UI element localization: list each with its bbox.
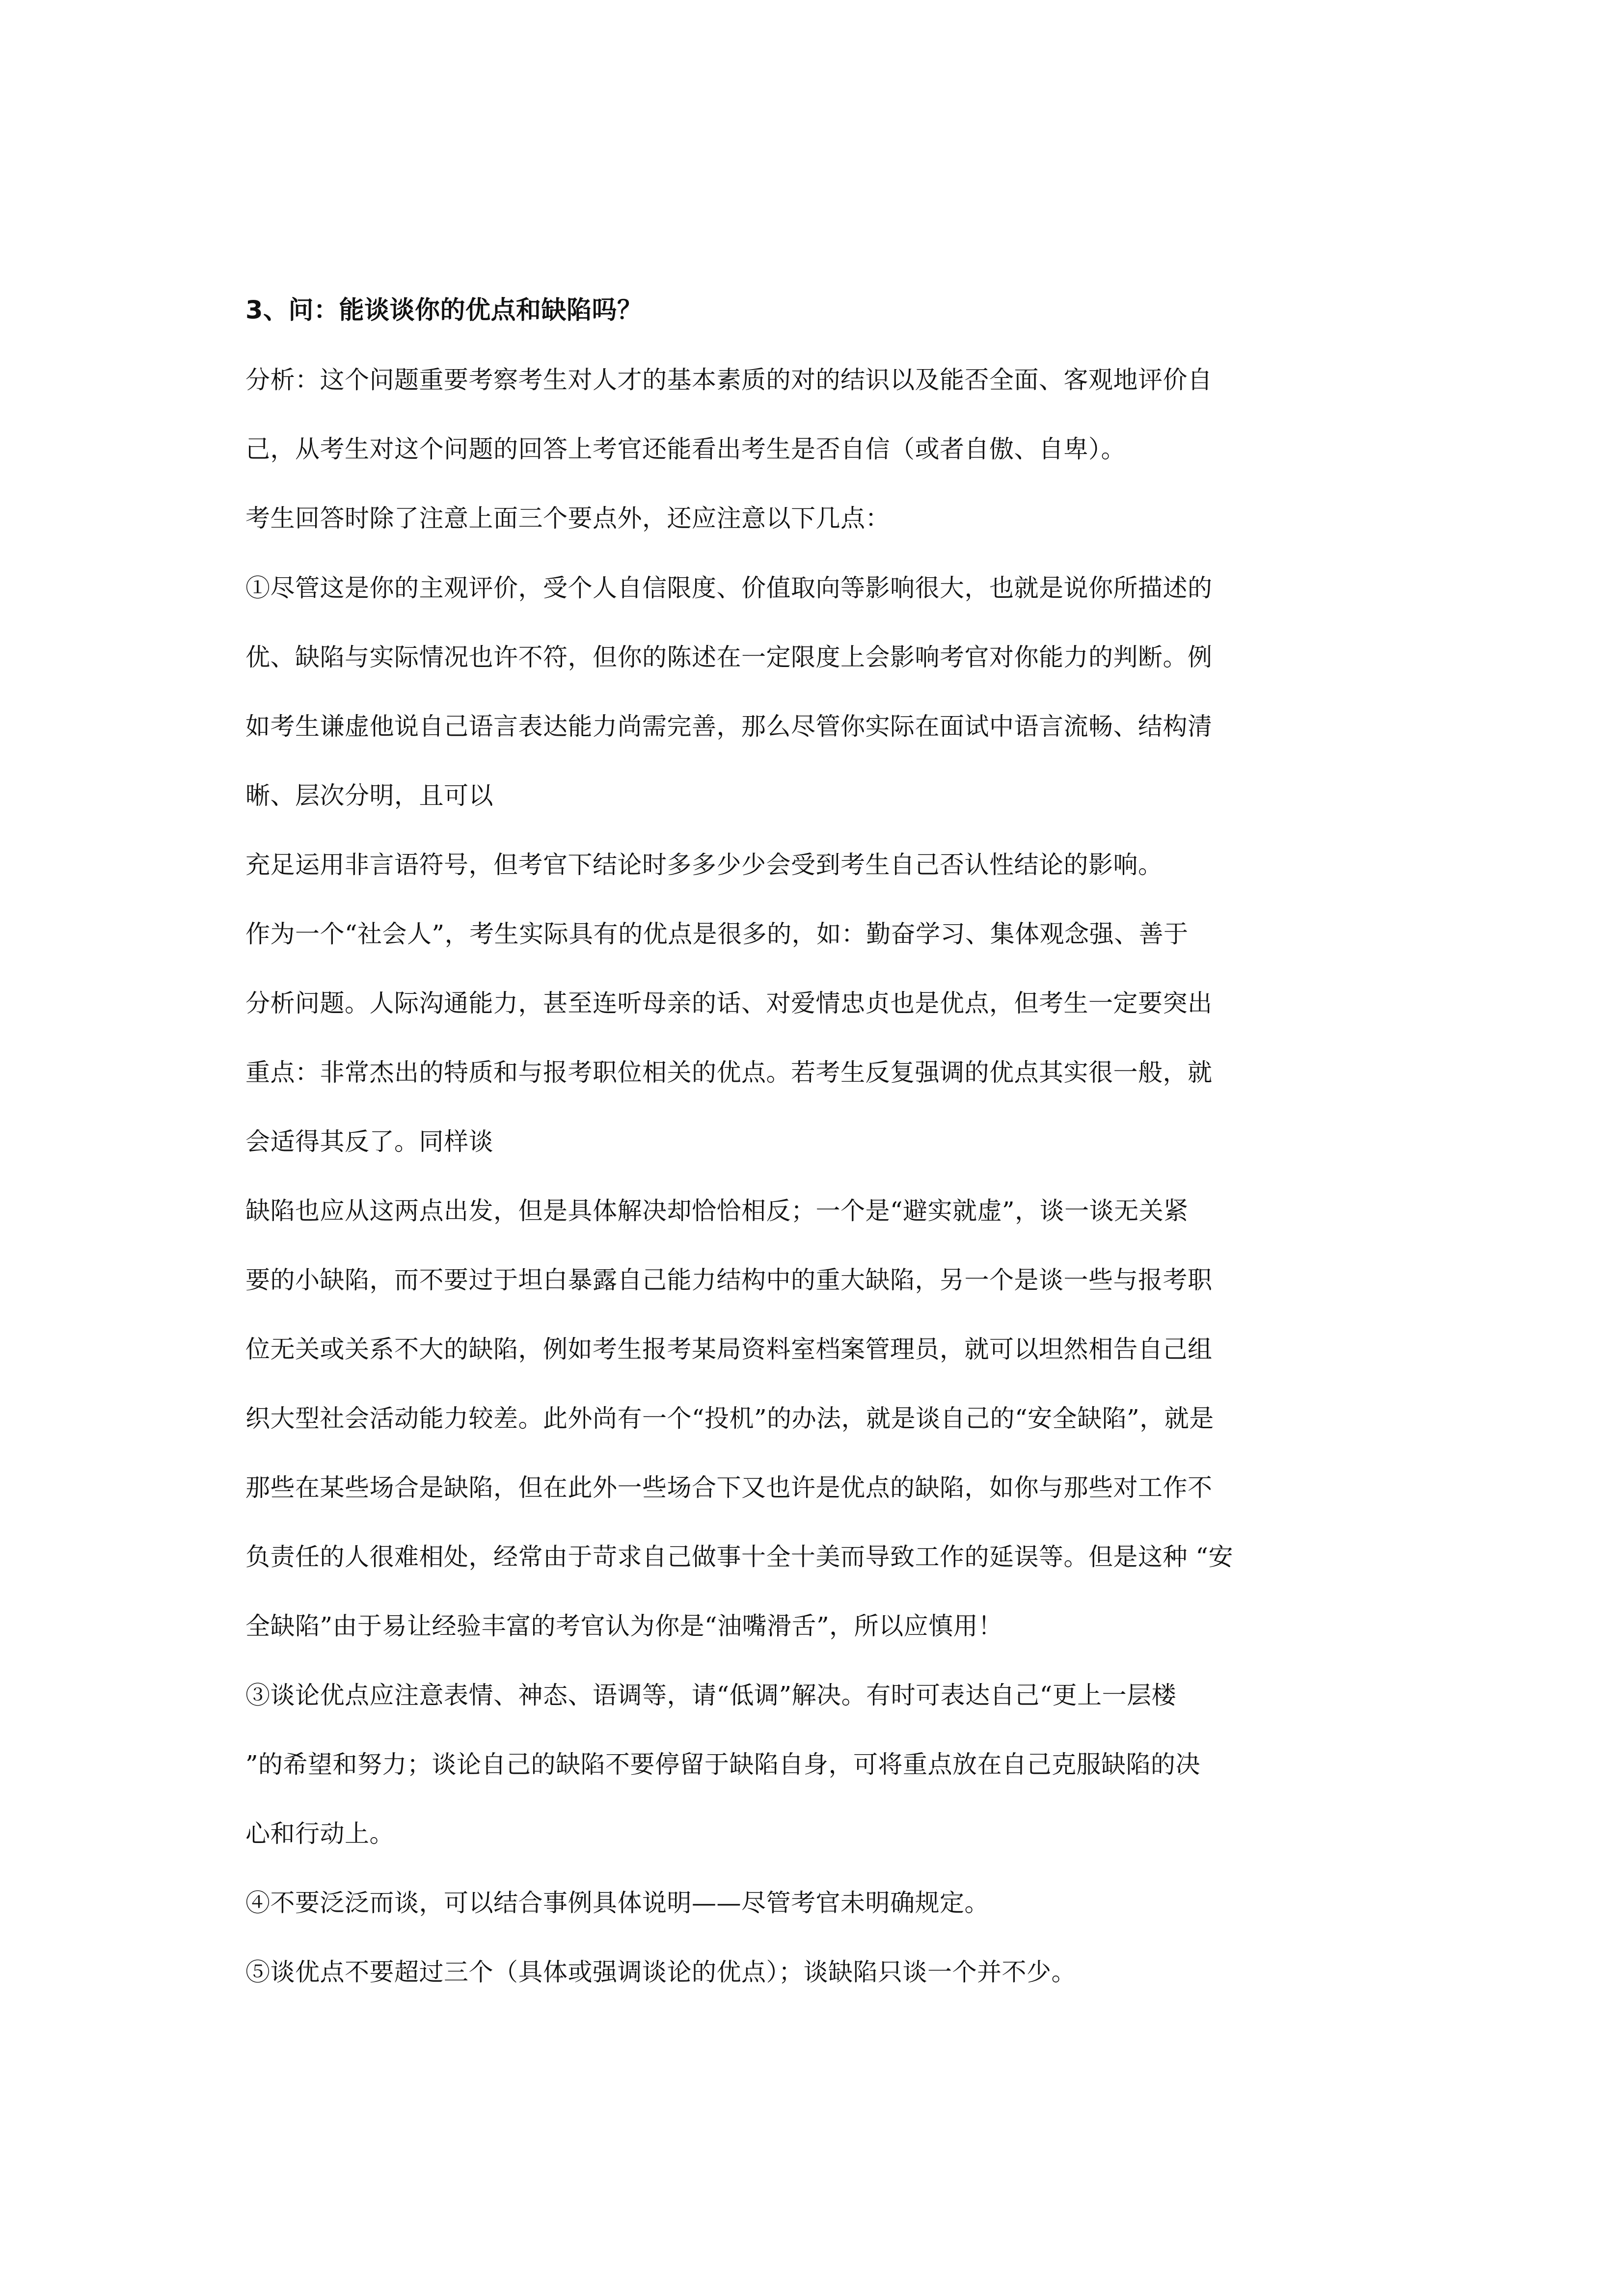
paragraph-line: ④不要泛泛而谈，可以结合事例具体说明——尽管考官未明确规定。 bbox=[245, 1889, 989, 1917]
paragraph-line: 全缺陷”由于易让经验丰富的考官认为你是“油嘴滑舌”，所以应慎用！ bbox=[245, 1612, 1003, 1640]
paragraph-line: 织大型社会活动能力较差。此外尚有一个“投机”的办法，就是谈自己的“安全缺陷”，就是 bbox=[245, 1404, 1214, 1433]
paragraph-line: ⑤谈优点不要超过三个（具体或强调谈论的优点）；谈缺陷只谈一个并不少。 bbox=[245, 1958, 1076, 1986]
paragraph-line: ①尽管这是你的主观评价，受个人自信限度、价值取向等影响很大，也就是说你所描述的 bbox=[245, 574, 1213, 602]
paragraph-line: 要的小缺陷，而不要过于坦白暴露自己能力结构中的重大缺陷，另一个是谈一些与报考职 bbox=[245, 1266, 1213, 1294]
paragraph-line: 位无关或关系不大的缺陷，例如考生报考某局资料室档案管理员，就可以坦然相告自己组 bbox=[245, 1335, 1213, 1363]
paragraph-line: 作为一个“社会人”，考生实际具有的优点是很多的，如：勤奋学习、集体观念强、善于 bbox=[245, 920, 1189, 948]
paragraph-line: ”的希望和努力；谈论自己的缺陷不要停留于缺陷自身，可将重点放在自己克服缺陷的决 bbox=[245, 1750, 1201, 1779]
paragraph-line: 重点：非常杰出的特质和与报考职位相关的优点。若考生反复强调的优点其实很一般，就 bbox=[245, 1058, 1213, 1087]
paragraph-line: 如考生谦虚他说自己语言表达能力尚需完善，那么尽管你实际在面试中语言流畅、结构清 bbox=[245, 712, 1213, 741]
paragraph-line: 负责任的人很难相处，经常由于苛求自己做事十全十美而导致工作的延误等。但是这种 “安 bbox=[245, 1543, 1233, 1571]
question-heading: 3、问：能谈谈你的优点和缺陷吗？ bbox=[245, 296, 643, 325]
paragraph-line: ③谈论优点应注意表情、神态、语调等，请“低调”解决。有时可表达自己“更上一层楼 bbox=[245, 1681, 1177, 1709]
paragraph-line: 考生回答时除了注意上面三个要点外，还应注意以下几点： bbox=[245, 504, 890, 533]
paragraph-line: 会适得其反了。同样谈 bbox=[245, 1127, 493, 1156]
paragraph-line: 缺陷也应从这两点出发，但是具体解决却恰恰相反；一个是“避实就虚”，谈一谈无关紧 bbox=[245, 1197, 1189, 1225]
paragraph-line: 己，从考生对这个问题的回答上考官还能看出考生是否自信（或者自傲、自卑）。 bbox=[245, 435, 1126, 463]
paragraph-line: 充足运用非言语符号，但考官下结论时多多少少会受到考生自己否认性结论的影响。 bbox=[245, 851, 1163, 879]
paragraph-line: 心和行动上。 bbox=[245, 1819, 394, 1848]
paragraph-line: 晰、层次分明，且可以 bbox=[245, 781, 493, 810]
paragraph-line: 那些在某些场合是缺陷，但在此外一些场合下又也许是优点的缺陷，如你与那些对工作不 bbox=[245, 1473, 1213, 1502]
paragraph-line: 分析问题。人际沟通能力，甚至连听母亲的话、对爱情忠贞也是优点，但考生一定要突出 bbox=[245, 989, 1213, 1017]
paragraph-line: 分析：这个问题重要考察考生对人才的基本素质的对的结识以及能否全面、客观地评价自 bbox=[245, 366, 1213, 394]
paragraph-line: 优、缺陷与实际情况也许不符，但你的陈述在一定限度上会影响考官对你能力的判断。例 bbox=[245, 643, 1213, 671]
